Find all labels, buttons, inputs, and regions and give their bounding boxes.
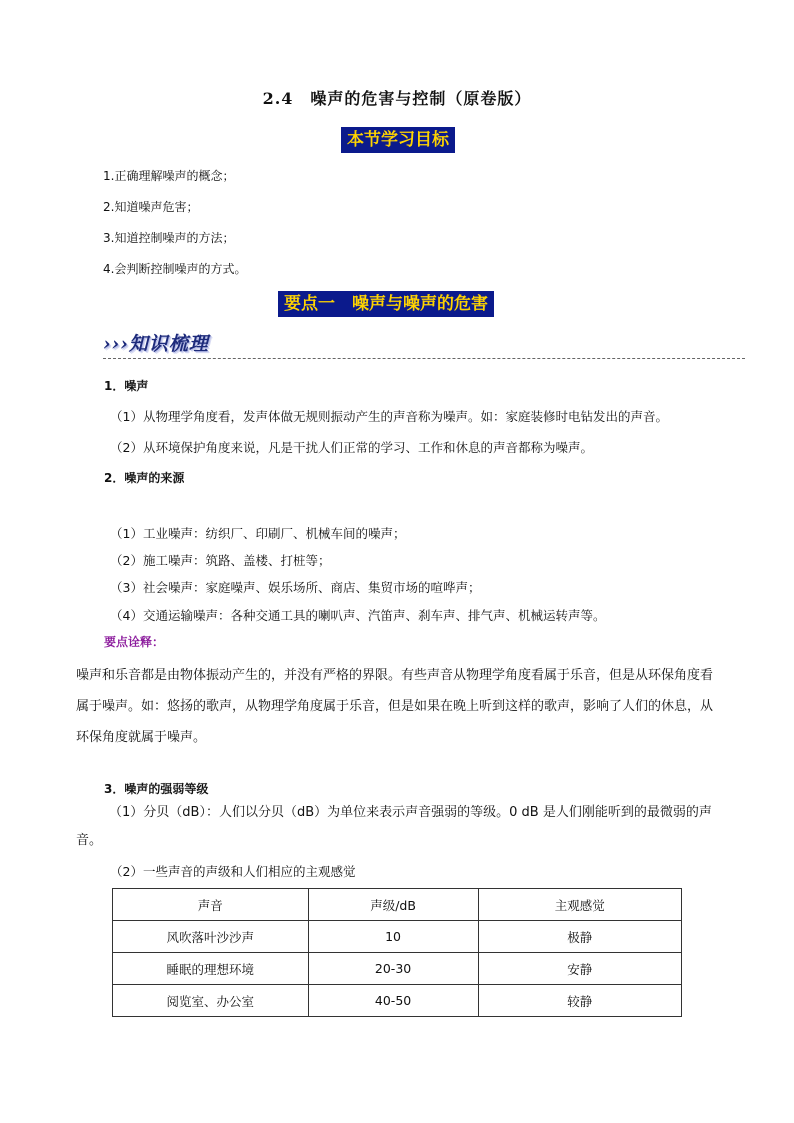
table-cell: 40-50 (308, 985, 478, 1017)
section-2-item-3: （3）社会噪声：家庭噪声、娱乐场所、商店、集贸市场的喧哗声； (110, 580, 481, 595)
section-3-item-2: （2）一些声音的声级和人们相应的主观感觉 (110, 864, 356, 879)
table-header-row (113, 889, 682, 921)
section-1-heading: 1．噪声 (104, 379, 149, 393)
section-3-item-1: （1）分贝（dB）：人们以分贝（dB）为单位来表示声音强弱的等级。0 dB 是人们刚能听到的最微弱的声音。 (76, 805, 712, 848)
table-cell: 安静 (478, 953, 681, 985)
table-row (113, 921, 682, 953)
section-2-item-1: （1）工业噪声：纺织厂、印刷厂、机械车间的噪声； (110, 526, 406, 541)
table-row (113, 953, 682, 985)
section-1-item-2: （2）从环境保护角度来说，凡是干扰人们正常的学习、工作和休息的声音都称为噪声。 (110, 440, 593, 455)
goal-item-3: 3.知道控制噪声的方法； (103, 231, 235, 245)
table-cell: 较静 (478, 985, 681, 1017)
key-point-1-banner: 要点一 噪声与噪声的危害 (278, 291, 494, 317)
table-header-cell: 声音 (113, 889, 309, 921)
learning-goals-banner: 本节学习目标 (341, 127, 455, 153)
table-cell: 20-30 (308, 953, 478, 985)
section-1-item-1: （1）从物理学角度看，发声体做无规则振动产生的声音称为噪声。如：家庭装修时电钻发出的声音。 (110, 409, 668, 424)
goal-item-1: 1.正确理解噪声的概念； (103, 169, 235, 183)
document-title: 2.4 噪声的危害与控制（原卷版） (262, 89, 532, 108)
table-header-cell: 声级/dB (308, 889, 478, 921)
note-paragraph: 噪声和乐音都是由物体振动产生的，并没有严格的界限。有些声音从物理学角度看属于乐音，但是从环保角度看属于噪声。如：悠扬的歌声，从物理学角度属于乐音，但是如果在晚上听到这样的歌声，影响了人们的休息，从环保角度就属于噪声。 (76, 668, 714, 745)
table-cell: 10 (308, 921, 478, 953)
section-2-item-2: （2）施工噪声：筑路、盖楼、打桩等； (110, 553, 331, 568)
table-cell: 极静 (478, 921, 681, 953)
knowledge-summary-heading: ›››知识梳理 (103, 333, 209, 355)
table-row (113, 985, 682, 1017)
table-cell: 阅览室、办公室 (113, 985, 309, 1017)
section-3-heading: 3．噪声的强弱等级 (104, 782, 209, 796)
table-cell: 风吹落叶沙沙声 (113, 921, 309, 953)
sound-level-table (112, 888, 682, 1017)
table-cell: 睡眠的理想环境 (113, 953, 309, 985)
table-header-cell: 主观感觉 (478, 889, 681, 921)
section-divider (103, 358, 745, 359)
note-label: 要点诠释： (104, 635, 165, 649)
goal-item-4: 4.会判断控制噪声的方式。 (103, 262, 247, 276)
section-2-heading: 2．噪声的来源 (104, 471, 185, 485)
goal-item-2: 2.知道噪声危害； (103, 200, 199, 214)
section-2-item-4: （4）交通运输噪声：各种交通工具的喇叭声、汽笛声、刹车声、排气声、机械运转声等。 (110, 608, 606, 623)
